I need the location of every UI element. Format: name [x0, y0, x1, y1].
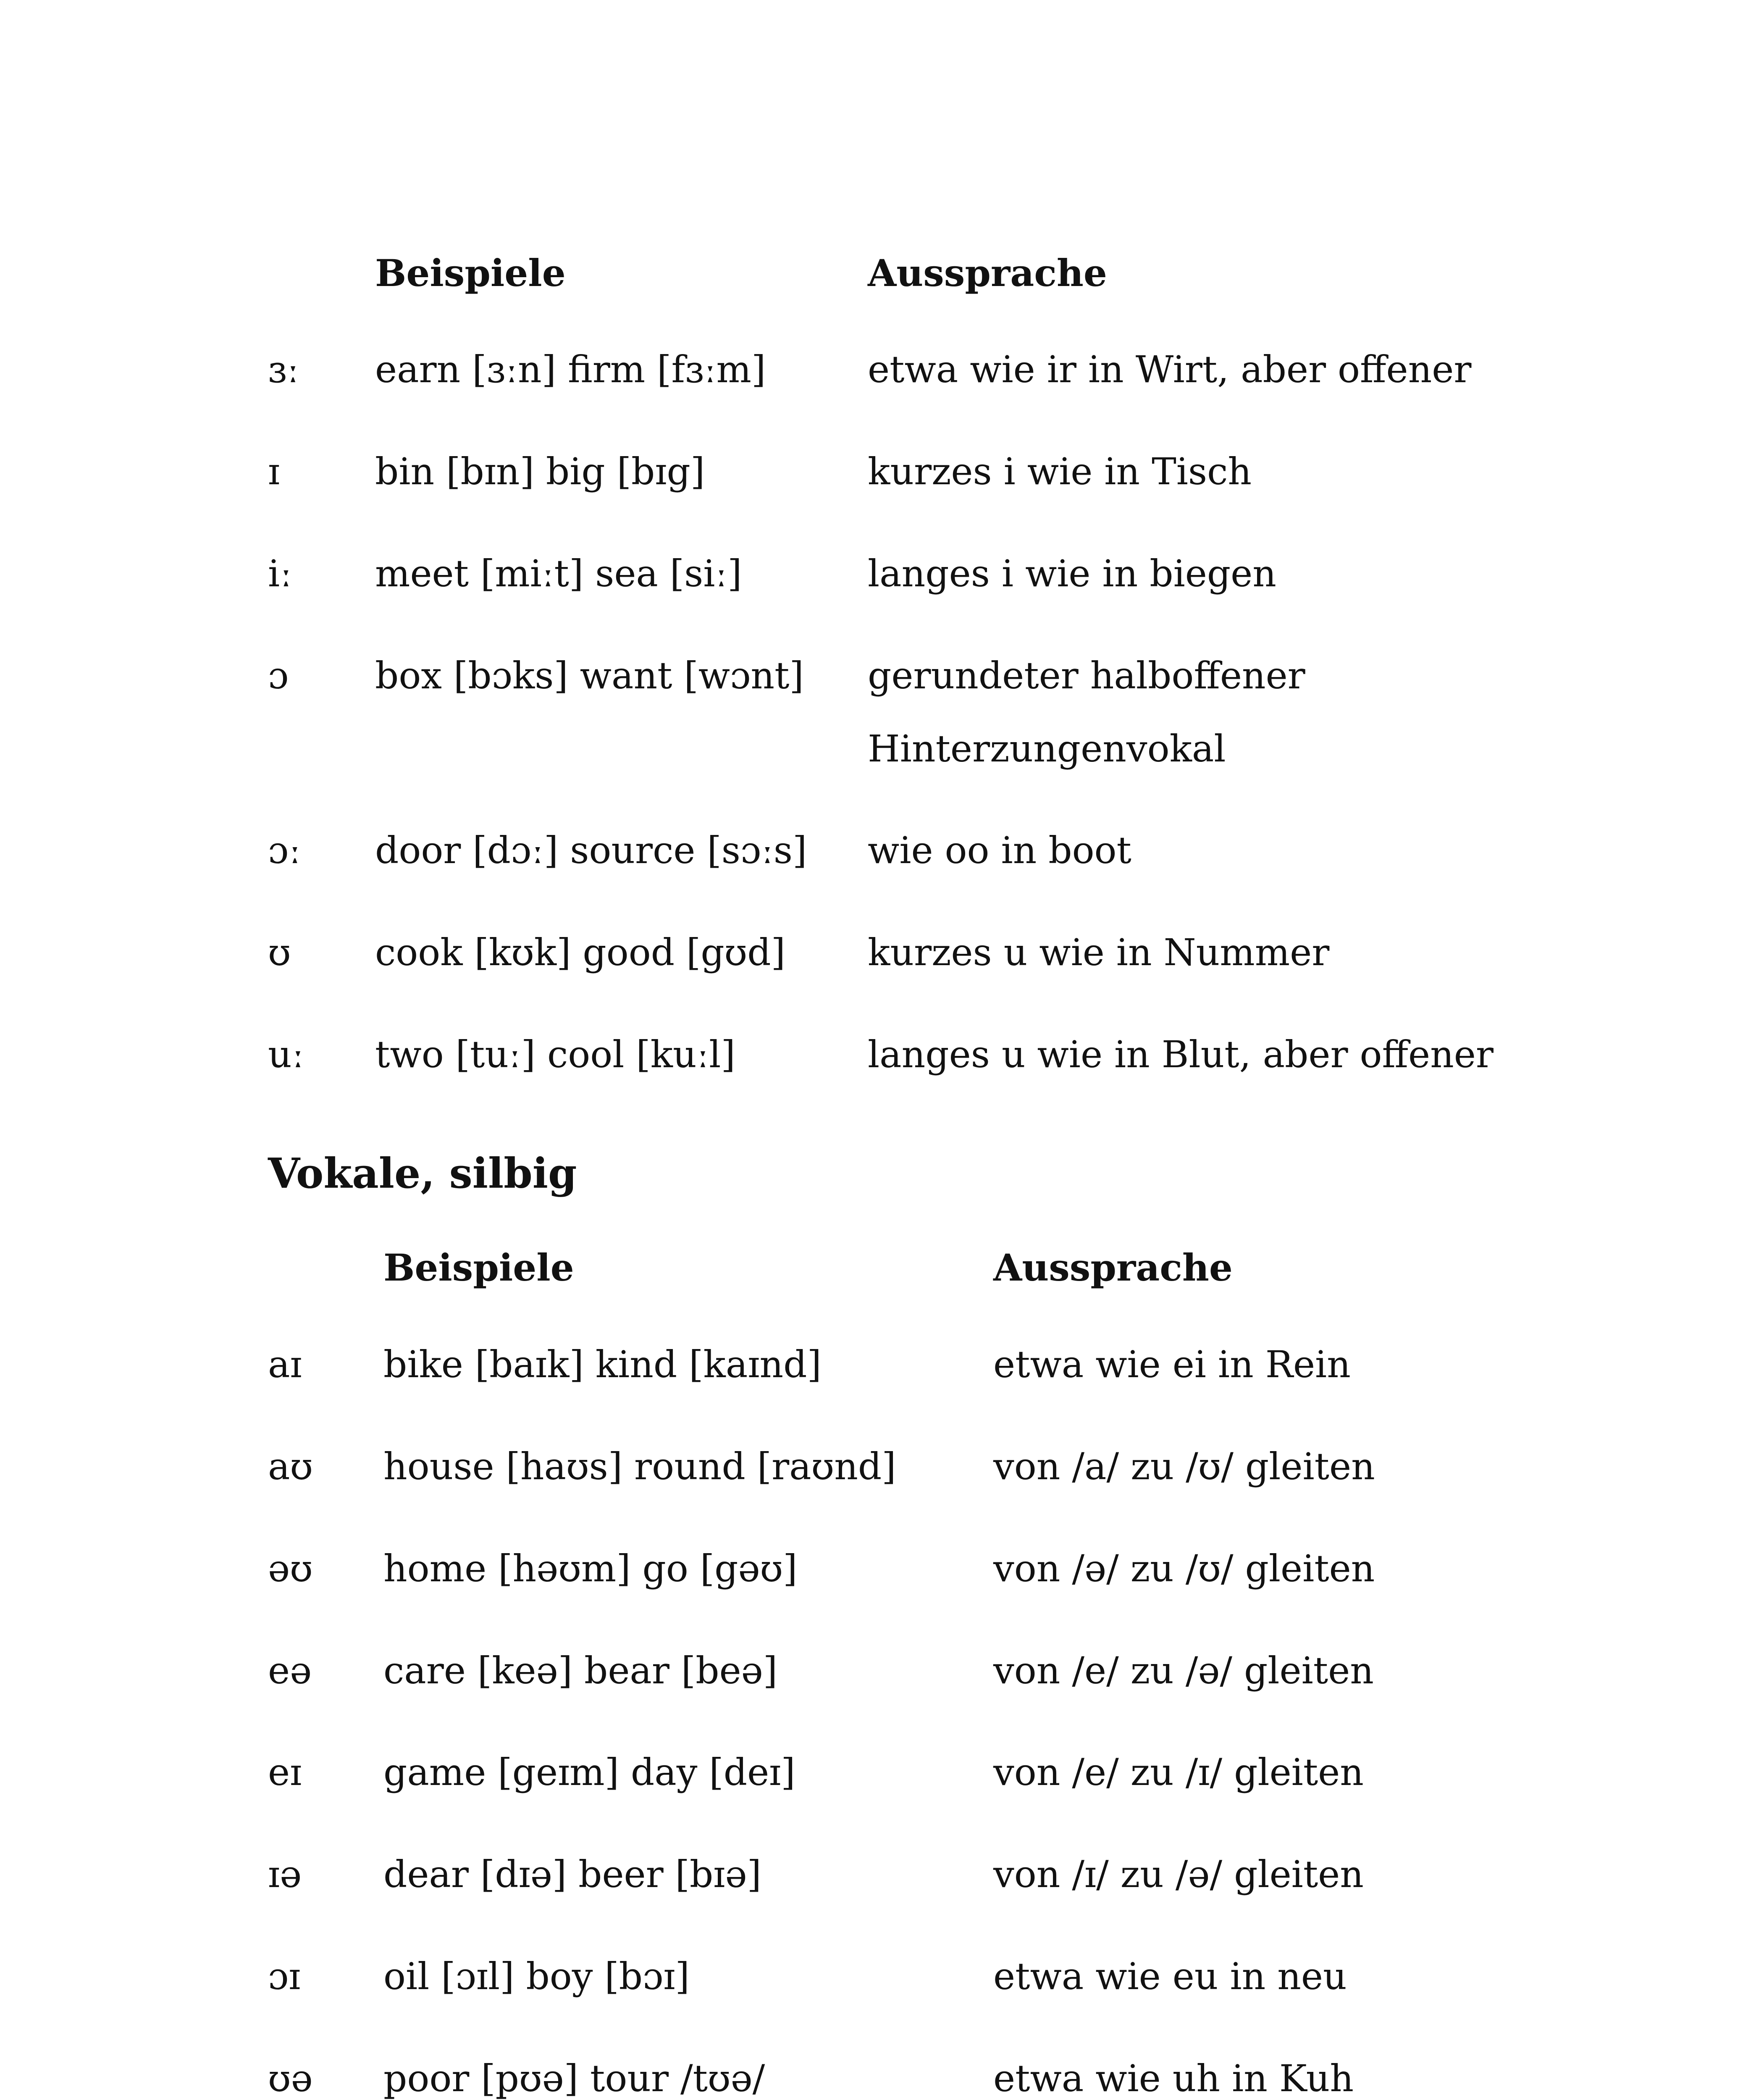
example-words: game [geɪm] day [deɪ]: [383, 1751, 795, 1794]
section-heading: Vokale, silbig: [268, 1150, 577, 1198]
example-words: care [keə] bear [beə]: [383, 1649, 778, 1692]
example-words: two [tuː] cool [kuːl]: [375, 1033, 735, 1076]
example-words: box [bɔks] want [wɔnt]: [375, 654, 804, 697]
phonetic-symbol: ɪə: [268, 1853, 302, 1896]
phonetic-symbol: ʊə: [268, 2057, 313, 2100]
pronunciation-note: von /a/ zu /ʊ/ gleiten: [993, 1445, 1375, 1488]
column-header-examples: Beispiele: [375, 251, 566, 295]
pronunciation-note: von /e/ zu /ə/ gleiten: [993, 1649, 1374, 1692]
phonetic-symbol: ʊ: [268, 931, 291, 974]
example-words: dear [dɪə] beer [bɪə]: [383, 1853, 761, 1896]
example-words: bike [baɪk] kind [kaɪnd]: [383, 1343, 822, 1386]
pronunciation-note: etwa wie ei in Rein: [993, 1343, 1351, 1386]
phonetic-symbol: aɪ: [268, 1343, 302, 1386]
example-words: home [həʊm] go [gəʊ]: [383, 1547, 798, 1590]
phonetic-symbol: ɔː: [268, 829, 301, 872]
pronunciation-note: kurzes u wie in Nummer: [868, 931, 1330, 974]
pronunciation-note: langes i wie in biegen: [868, 552, 1276, 595]
phonetic-symbol: ɜː: [268, 348, 299, 391]
phonetic-symbol: iː: [268, 552, 292, 595]
example-words: door [dɔː] source [sɔːs]: [375, 829, 807, 872]
pronunciation-note-continuation: Hinterzungenvokal: [868, 727, 1226, 770]
pronunciation-note: von /ə/ zu /ʊ/ gleiten: [993, 1547, 1375, 1590]
pronunciation-note: von /ɪ/ zu /ə/ gleiten: [993, 1853, 1364, 1896]
column-header-pronunciation: Aussprache: [993, 1246, 1233, 1289]
phonetic-symbol: ɪ: [268, 450, 280, 493]
phonetic-symbol: eɪ: [268, 1751, 302, 1794]
phonetic-symbol: eə: [268, 1649, 312, 1692]
pronunciation-note: etwa wie uh in Kuh: [993, 2057, 1354, 2100]
pronunciation-note: von /e/ zu /ɪ/ gleiten: [993, 1751, 1364, 1794]
pronunciation-note: kurzes i wie in Tisch: [868, 450, 1252, 493]
example-words: house [haʊs] round [raʊnd]: [383, 1445, 896, 1488]
phonetic-symbol: əʊ: [268, 1547, 313, 1590]
pronunciation-note: etwa wie ir in Wirt, aber offener: [868, 348, 1472, 391]
example-words: earn [ɜːn] firm [fɜːm]: [375, 348, 766, 391]
pronunciation-note: etwa wie eu in neu: [993, 1955, 1347, 1998]
phonetic-symbol: aʊ: [268, 1445, 313, 1488]
column-header-examples: Beispiele: [383, 1246, 574, 1289]
pronunciation-note: langes u wie in Blut, aber offener: [868, 1033, 1494, 1076]
example-words: cook [kʊk] good [gʊd]: [375, 931, 785, 974]
example-words: bin [bɪn] big [bɪg]: [375, 450, 705, 493]
example-words: oil [ɔɪl] boy [bɔɪ]: [383, 1955, 690, 1998]
phonetic-symbol: uː: [268, 1033, 304, 1076]
column-header-pronunciation: Aussprache: [868, 251, 1107, 295]
phonetic-symbol: ɔɪ: [268, 1955, 301, 1998]
example-words: poor [pʊə] tour /tʊə/: [383, 2057, 765, 2100]
example-words: meet [miːt] sea [siː]: [375, 552, 742, 595]
pronunciation-note: wie oo in boot: [868, 829, 1131, 872]
phonetic-symbol: ɔ: [268, 654, 289, 697]
pronunciation-note: gerundeter halboffener: [868, 654, 1305, 697]
